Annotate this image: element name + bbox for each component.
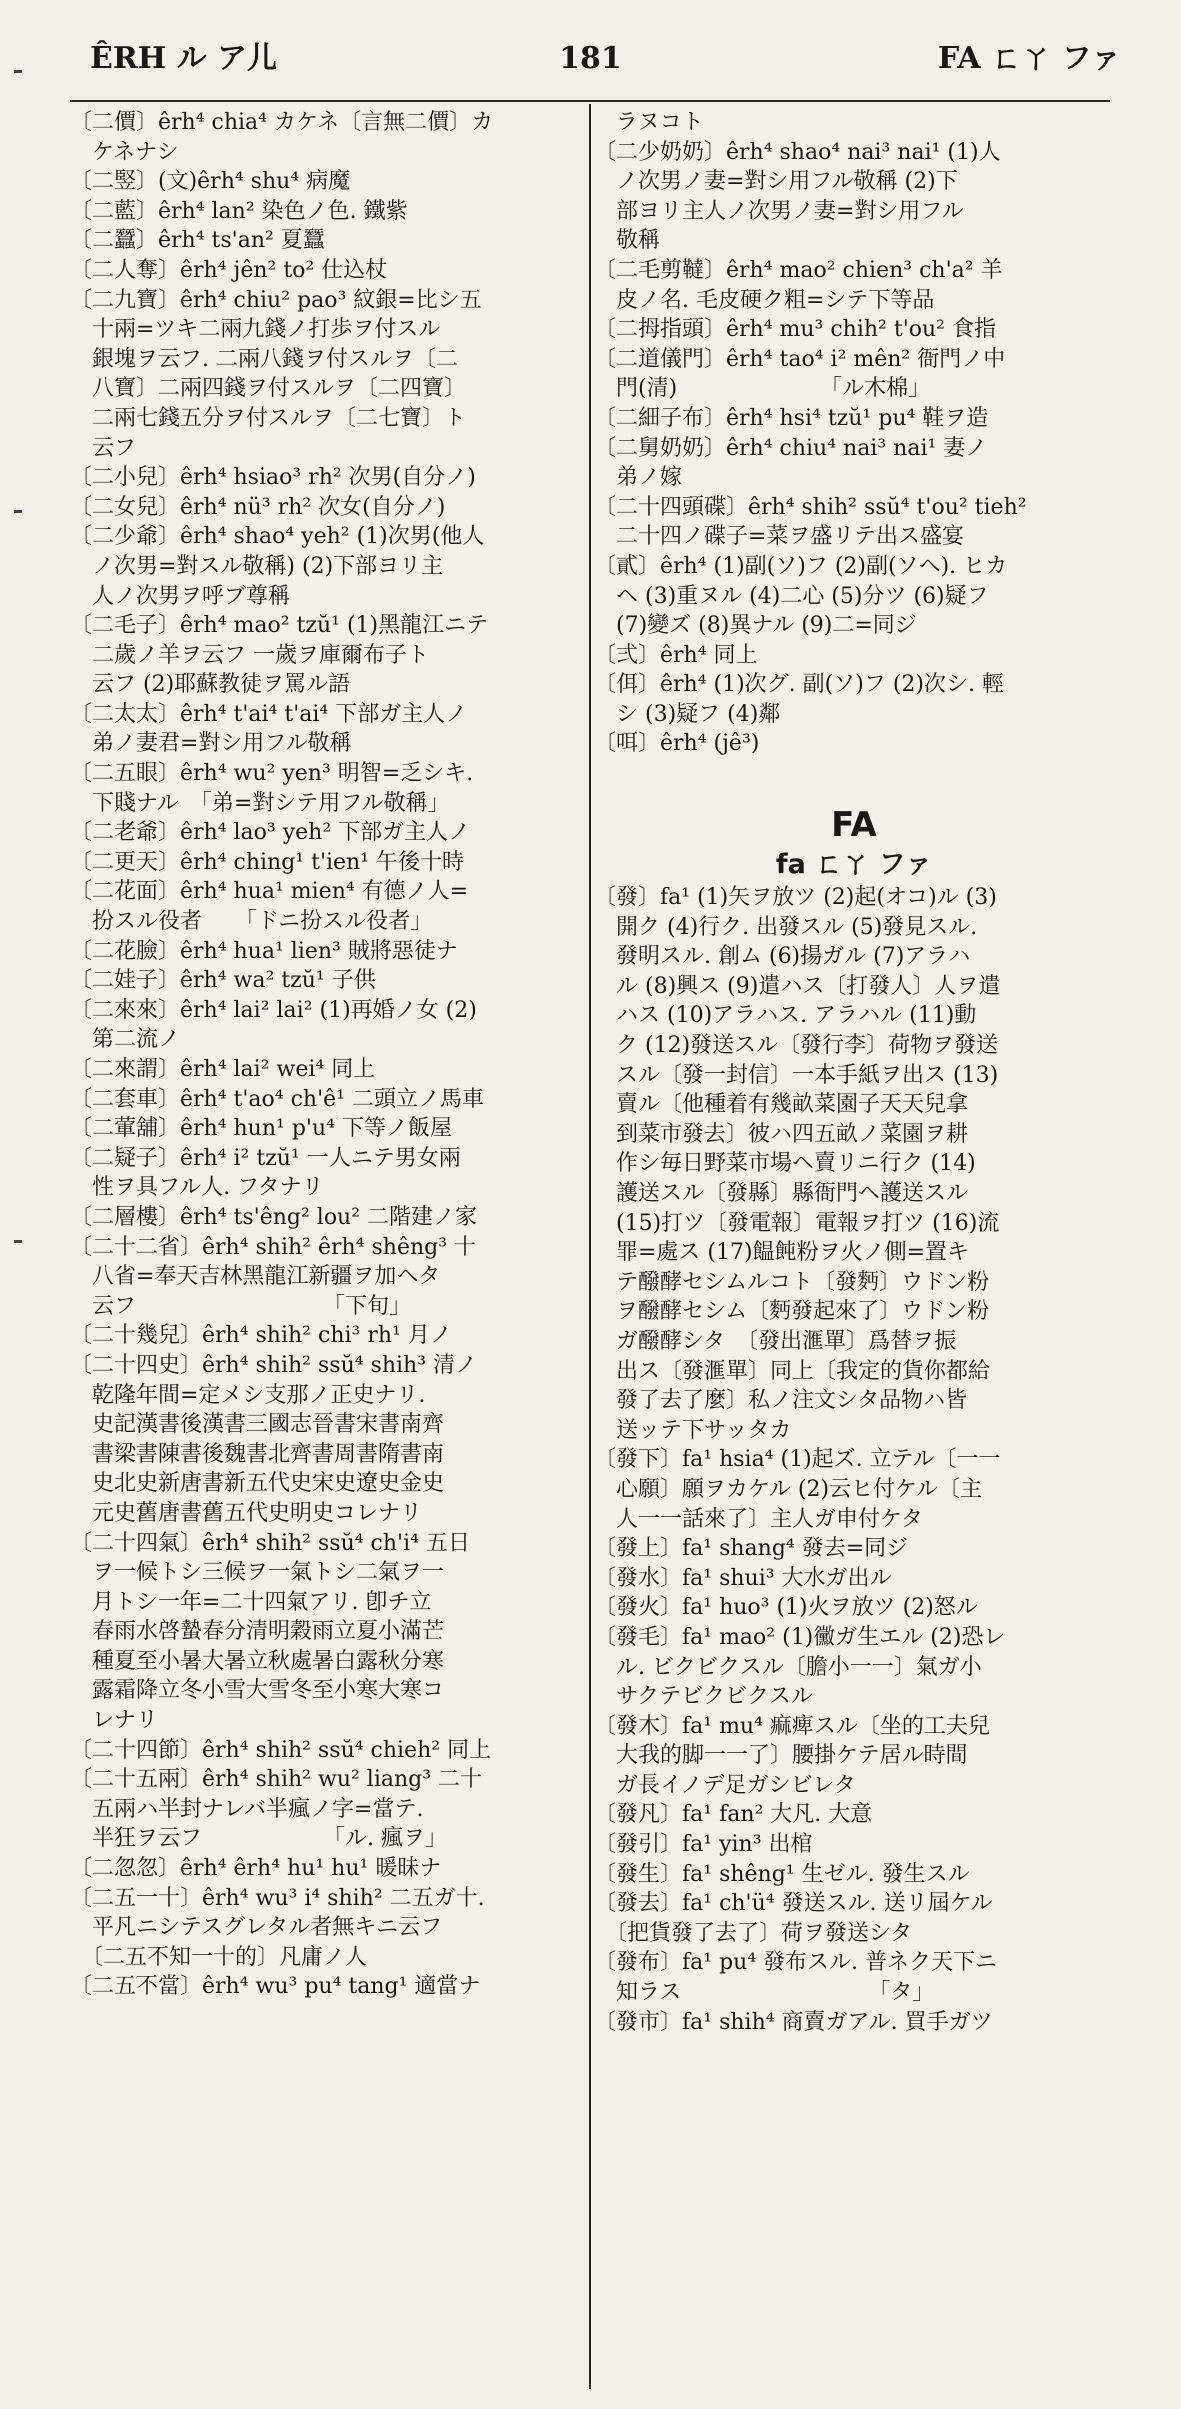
- entry-line: ノ次男ノ妻=對シ用フル敬稱 (2)下: [594, 169, 958, 195]
- header-right-guide: FA ㄈㄚ ファ: [937, 41, 1121, 76]
- entry-line: 開ク (4)行ク. 出發スル (5)發見スル.: [594, 914, 978, 940]
- entry-line: 〔二花面〕êrh⁴ hua¹ mien⁴ 有德ノ人=: [70, 879, 469, 905]
- entry-line: ノ次男=對スル敬稱) (2)下部ヨリ主: [70, 553, 444, 579]
- entry-line: 史記漢書後漢書三國志晉書宋書南齊: [70, 1412, 445, 1438]
- entry-line: 扮スル役者 「ドニ扮スル役者」: [70, 909, 433, 935]
- entry-line: 〔二十五兩〕êrh⁴ shih² wu² liang³ 二十: [70, 1767, 483, 1793]
- section-subtitle: fa ㄈㄚ ファ: [775, 849, 933, 881]
- entry-line: 門(清) 「ル木棉」: [594, 376, 931, 402]
- entry-line: 皮ノ名. 毛皮硬ク粗=シテ下等品: [594, 287, 935, 313]
- column-divider: [589, 104, 591, 2389]
- entry-line: 〔二十四節〕êrh⁴ shih² ssŭ⁴ chieh² 同上: [70, 1737, 492, 1763]
- entry-line: ル (8)興ス (9)遣ハス〔打發人〕人ヲ遣: [594, 973, 1001, 999]
- left-column: [70, 108, 582, 2002]
- entry-line: (15)打ツ〔發電報〕電報ヲ打ツ (16)流: [594, 1210, 1000, 1236]
- entry-line: 〔二少奶奶〕êrh⁴ shao⁴ nai³ nai¹ (1)人: [594, 139, 1001, 165]
- entry-line: 〔二套車〕êrh⁴ t'ao⁴ ch'ê¹ 二頭立ノ馬車: [70, 1086, 484, 1112]
- entry-line: 半狂ヲ云フ 「ル. 瘋ヲ」: [70, 1826, 447, 1852]
- entry-line: 〔二九寶〕êrh⁴ chiu² pao³ 紋銀=比シ五: [70, 287, 482, 313]
- entry-line: 〔二道儀門〕êrh⁴ tao⁴ i² mên² 衙門ノ中: [594, 346, 1006, 372]
- entry-line: 〔二更天〕êrh⁴ ching¹ t'ien¹ 午後十時: [70, 849, 465, 875]
- entry-line: 〔二小兒〕êrh⁴ hsiao³ rh² 次男(自分ノ): [70, 465, 476, 491]
- entry-line: 〔把貨發了去了〕荷ヲ發送シタ: [594, 1920, 913, 1946]
- entry-line: 〔發火〕fa¹ huo³ (1)火ヲ放ツ (2)怒ル: [594, 1595, 978, 1621]
- entry-line: 二歲ノ羊ヲ云フ 一歲ヲ庫爾布子ト: [70, 642, 429, 668]
- entry-line: 云フ: [70, 435, 137, 461]
- entry-line: 〔發水〕fa¹ shui³ 大水ガ出ル: [594, 1565, 892, 1591]
- entry-line: 露霜降立冬小雪大雪冬至小寒大寒コ: [70, 1678, 445, 1704]
- entry-line: 史北史新唐書新五代史宋史遼史金史: [70, 1471, 445, 1497]
- entry-line: 〔二價〕êrh⁴ chia⁴ カケネ〔言無二價〕カ: [70, 110, 494, 135]
- entry-line: 〔二毛子〕êrh⁴ mao² tzŭ¹ (1)黑龍江ニテ: [70, 613, 489, 639]
- entry-line: 〔貳〕êrh⁴ (1)副(ソ)フ (2)副(ソヘ). ヒカ: [594, 553, 1008, 579]
- entry-line: 平凡ニシテスグレタル者無キニ云フ: [70, 1915, 443, 1941]
- entry-line: 到菜市發去〕彼ハ四五畝ノ菜園ヲ耕: [594, 1121, 969, 1147]
- entry-line: 第二流ノ: [70, 1027, 181, 1053]
- entry-line: 二兩七錢五分ヲ付スルヲ〔二七寶〕ト: [70, 405, 467, 431]
- entry-line: 〔二疑子〕êrh⁴ i² tzŭ¹ 一人ニテ男女兩: [70, 1145, 461, 1171]
- entry-line: 弟ノ嫁: [594, 465, 683, 491]
- entry-line: 敬稱: [594, 228, 661, 254]
- entry-line: テ醱酵セシムルコト〔發麪〕ウドン粉: [594, 1269, 990, 1295]
- entry-line: 〔發上〕fa¹ shang⁴ 發去=同ジ: [594, 1536, 909, 1562]
- entry-line: 〔二來謂〕êrh⁴ lai² wei⁴ 同上: [70, 1057, 376, 1082]
- entry-line: サクテビクビクスル: [594, 1684, 813, 1710]
- entry-line: 〔二葷舖〕êrh⁴ hun¹ p'u⁴ 下等ノ飯屋: [70, 1116, 452, 1142]
- page-header: [0, 0, 1181, 80]
- entry-line: 〔二娃子〕êrh⁴ wa² tzŭ¹ 子供: [70, 968, 376, 994]
- entry-line: 書梁書陳書後魏書北齊書周書隋書南: [70, 1441, 445, 1467]
- entry-line: 〔咡〕êrh⁴ (jê³): [594, 731, 760, 757]
- entry-line: 〔二層樓〕êrh⁴ ts'êng² lou² 二階建ノ家: [70, 1204, 478, 1230]
- entry-line: 〔二十四史〕êrh⁴ shih² ssŭ⁴ shih³ 清ノ: [70, 1352, 478, 1378]
- entry-line: 護送スル〔發縣〕縣衙門ヘ護送スル: [594, 1181, 969, 1206]
- entry-line: 〔發〕fa¹ (1)矢ヲ放ツ (2)起(オコ)ル (3): [594, 885, 997, 911]
- page-number: 181: [559, 41, 622, 76]
- header-rule: [70, 100, 1110, 102]
- entry-line: 〔二十四氣〕êrh⁴ shih² ssŭ⁴ ch'i⁴ 五日: [70, 1530, 470, 1556]
- entry-line: ラヌコト: [594, 110, 704, 135]
- right-column-bottom: [594, 883, 1114, 2037]
- entry-line: 〔弍〕êrh⁴ 同上: [594, 642, 758, 668]
- entry-line: 十兩=ツキ二兩九錢ノ打歩ヲ付スル: [70, 317, 441, 343]
- entry-line: ル. ビクビクスル〔膽小一一〕氣ガ小: [594, 1654, 982, 1680]
- entry-line: 〔發市〕fa¹ shih⁴ 商賣ガアル. 買手ガツ: [594, 2009, 993, 2035]
- entry-line: 〔二竪〕(文)êrh⁴ shu⁴ 病魔: [70, 169, 351, 195]
- entry-line: ヲ一候トシ三候ヲ一氣トシ二氣ヲ一: [70, 1560, 445, 1586]
- entry-line: 八省=奉天吉林黑龍江新疆ヲ加ヘタ: [70, 1264, 441, 1290]
- entry-line: 〔二拇指頭〕êrh⁴ mu³ chih² t'ou² 食指: [594, 317, 996, 343]
- entry-line: 發明スル. 創ム (6)揚ガル (7)アラハ: [594, 944, 971, 970]
- entry-line: 元史舊唐書舊五代史明史コレナリ: [70, 1500, 423, 1526]
- entry-line: 〔二十幾兒〕êrh⁴ shih² chi³ rh¹ 月ノ: [70, 1323, 452, 1349]
- entry-line: 人一一話來了〕主人ガ申付ケタ: [594, 1506, 923, 1532]
- entry-line: 二十四ノ碟子=菜ヲ盛リテ出ス盛宴: [594, 524, 964, 550]
- entry-line: シ (3)疑フ (4)鄰: [594, 701, 781, 727]
- header-left-guide: ÊRH ル ア儿: [90, 41, 278, 76]
- entry-line: 出ス〔發滙單〕同上〔我定的貨你都給: [594, 1358, 991, 1384]
- entry-line: ヲ醱酵セシム〔麪發起來了〕ウドン粉: [594, 1299, 990, 1325]
- entry-line: 〔發生〕fa¹ shêng¹ 生ゼル. 發生スル: [594, 1861, 970, 1887]
- entry-line: ケネナシ: [70, 139, 179, 165]
- right-column: [594, 108, 1114, 2037]
- entry-line: 〔二細子布〕êrh⁴ hsi⁴ tzŭ¹ pu⁴ 鞋ヲ造: [594, 405, 989, 431]
- entry-line: ヘ (3)重ヌル (4)二心 (5)分ツ (6)疑フ: [594, 583, 989, 609]
- entry-line: 〔二來來〕êrh⁴ lai² lai² (1)再婚ノ女 (2): [70, 997, 477, 1023]
- entry-line: 〔發毛〕fa¹ mao² (1)黴ガ生エル (2)恐レ: [594, 1624, 1006, 1650]
- entry-line: 〔發下〕fa¹ hsia⁴ (1)起ズ. 立テル〔一一: [594, 1447, 1001, 1473]
- entry-line: 月トシ一年=二十四氣アリ. 卽チ立: [70, 1589, 432, 1615]
- entry-line: 〔二女兒〕êrh⁴ nü³ rh² 次女(自分ノ): [70, 494, 446, 520]
- entry-line: 人ノ次男ヲ呼ブ尊稱: [70, 583, 291, 609]
- entry-line: 〔發凡〕fa¹ fan² 大凡. 大意: [594, 1802, 873, 1828]
- entry-line: 部ヨリ主人ノ次男ノ妻=對シ用フル: [594, 198, 964, 224]
- entry-line: 〔二人奪〕êrh⁴ jên² to² 仕込杖: [70, 257, 388, 283]
- entry-line: 〔二十二省〕êrh⁴ shih² êrh⁴ shêng³ 十: [70, 1234, 477, 1260]
- entry-line: 〔二十四頭碟〕êrh⁴ shih² ssŭ⁴ t'ou² tieh²: [594, 494, 1027, 520]
- entry-line: ク (12)發送スル〔發行李〕荷物ヲ發送: [594, 1033, 999, 1059]
- entry-line: ハス (10)アラハス. アラハル (11)動: [594, 1003, 977, 1029]
- entry-line: 作シ毎日野菜市場ヘ賣リニ行ク (14): [594, 1151, 976, 1177]
- entry-line: 〔發去〕fa¹ ch'ü⁴ 發送スル. 送リ屆ケル: [594, 1891, 993, 1917]
- entry-line: 〔佴〕êrh⁴ (1)次グ. 副(ソ)フ (2)次シ. 輕: [594, 672, 1004, 698]
- entry-line: 弟ノ妻君=對シ用フル敬稱: [70, 731, 352, 757]
- entry-line: 心願〕願ヲカケル (2)云ヒ付ケル〔主: [594, 1476, 982, 1502]
- entry-line: 〔二五不當〕êrh⁴ wu³ pu⁴ tang¹ 適當ナ: [70, 1974, 481, 2000]
- entry-line: 賣ル〔他種着有幾畝菜園子天天兒拿: [594, 1092, 969, 1118]
- entry-line: 種夏至小暑大暑立秋處暑白露秋分寒: [70, 1648, 445, 1674]
- entry-line: 〔二藍〕êrh⁴ lan² 染色ノ色. 鐵紫: [70, 198, 408, 224]
- entry-line: 五兩ハ半封ナレバ半瘋ノ字=當テ.: [70, 1796, 424, 1822]
- entry-line: 下賤ナル 「弟=對シテ用フル敬稱」: [70, 790, 450, 816]
- entry-line: 〔二蠶〕êrh⁴ ts'an² 夏蠶: [70, 228, 325, 254]
- entry-line: ガ長イノデ足ガシビレタ: [594, 1772, 856, 1798]
- entry-line: 〔發木〕fa¹ mu⁴ 痲痺スル〔坐的工夫兒: [594, 1713, 990, 1739]
- entry-line: 〔二太太〕êrh⁴ t'ai⁴ t'ai⁴ 下部ガ主人ノ: [70, 701, 468, 727]
- entry-line: 〔二五眼〕êrh⁴ wu² yen³ 明智=乏シキ.: [70, 761, 474, 787]
- entry-line: (7)變ズ (8)異ナル (9)二=同ジ: [594, 613, 917, 639]
- entry-line: 銀塊ヲ云フ. 二兩八錢ヲ付スルヲ〔二: [70, 346, 458, 372]
- entry-line: 〔發引〕fa¹ yin³ 出棺: [594, 1832, 813, 1858]
- right-column-top: [594, 108, 1114, 759]
- entry-line: 云フ 「下旬」: [70, 1293, 412, 1319]
- entry-line: 八寶〕二兩四錢ヲ付スルヲ〔二四寶〕: [70, 376, 467, 402]
- entry-line: 知ラス 「タ」: [594, 1980, 935, 2006]
- entry-line: 罪=處ス (17)饂飩粉ヲ火ノ側=置キ: [594, 1240, 970, 1266]
- entry-line: 〔二五不知一十的〕凡庸ノ人: [70, 1944, 368, 1970]
- margin-mark: [14, 70, 22, 73]
- entry-line: 〔發布〕fa¹ pu⁴ 發布スル. 普ネク天下ニ: [594, 1950, 998, 1976]
- entry-line: 〔二忽忽〕êrh⁴ êrh⁴ hu¹ hu¹ 暖昧ナ: [70, 1856, 442, 1882]
- entry-line: 〔二五一十〕êrh⁴ wu³ i⁴ shih² 二五ガ十.: [70, 1885, 485, 1911]
- margin-mark: [14, 510, 22, 513]
- section-title: FA: [831, 805, 877, 846]
- entry-line: レナリ: [70, 1708, 159, 1734]
- entry-line: 春雨水啓蟄春分清明穀雨立夏小滿芒: [70, 1619, 445, 1645]
- entry-line: 乾隆年間=定メシ支那ノ正史ナリ.: [70, 1382, 426, 1408]
- entry-line: 〔二少爺〕êrh⁴ shao⁴ yeh² (1)次男(他人: [70, 524, 485, 550]
- entry-line: 發了去了麼〕私ノ注文シタ品物ハ皆: [594, 1388, 968, 1414]
- entry-line: 送ッテ下サッタカ: [594, 1417, 792, 1443]
- entry-line: 性ヲ具フル人. フタナリ: [70, 1175, 324, 1201]
- entry-line: ガ醱酵シタ 〔發出滙單〕爲替ヲ振: [594, 1328, 957, 1354]
- entry-line: 云フ (2)耶蘇教徒ヲ罵ル語: [70, 672, 351, 698]
- entry-line: 〔二舅奶奶〕êrh⁴ chiu⁴ nai³ nai¹ 妻ノ: [594, 435, 988, 461]
- entry-line: 〔二花臉〕êrh⁴ hua¹ lien³ 賊將惡徒ナ: [70, 938, 458, 964]
- entry-line: 〔二老爺〕êrh⁴ lao³ yeh² 下部ガ主人ノ: [70, 820, 471, 846]
- entry-line: 〔二毛剪韃〕êrh⁴ mao² chien³ ch'a² 羊: [594, 257, 1003, 283]
- entry-line: 大我的脚一一了〕腰掛ケテ居ル時間: [594, 1743, 968, 1769]
- margin-mark: [14, 1240, 22, 1243]
- entry-line: スル〔發一封信〕一本手紙ヲ出ス (13): [594, 1062, 999, 1088]
